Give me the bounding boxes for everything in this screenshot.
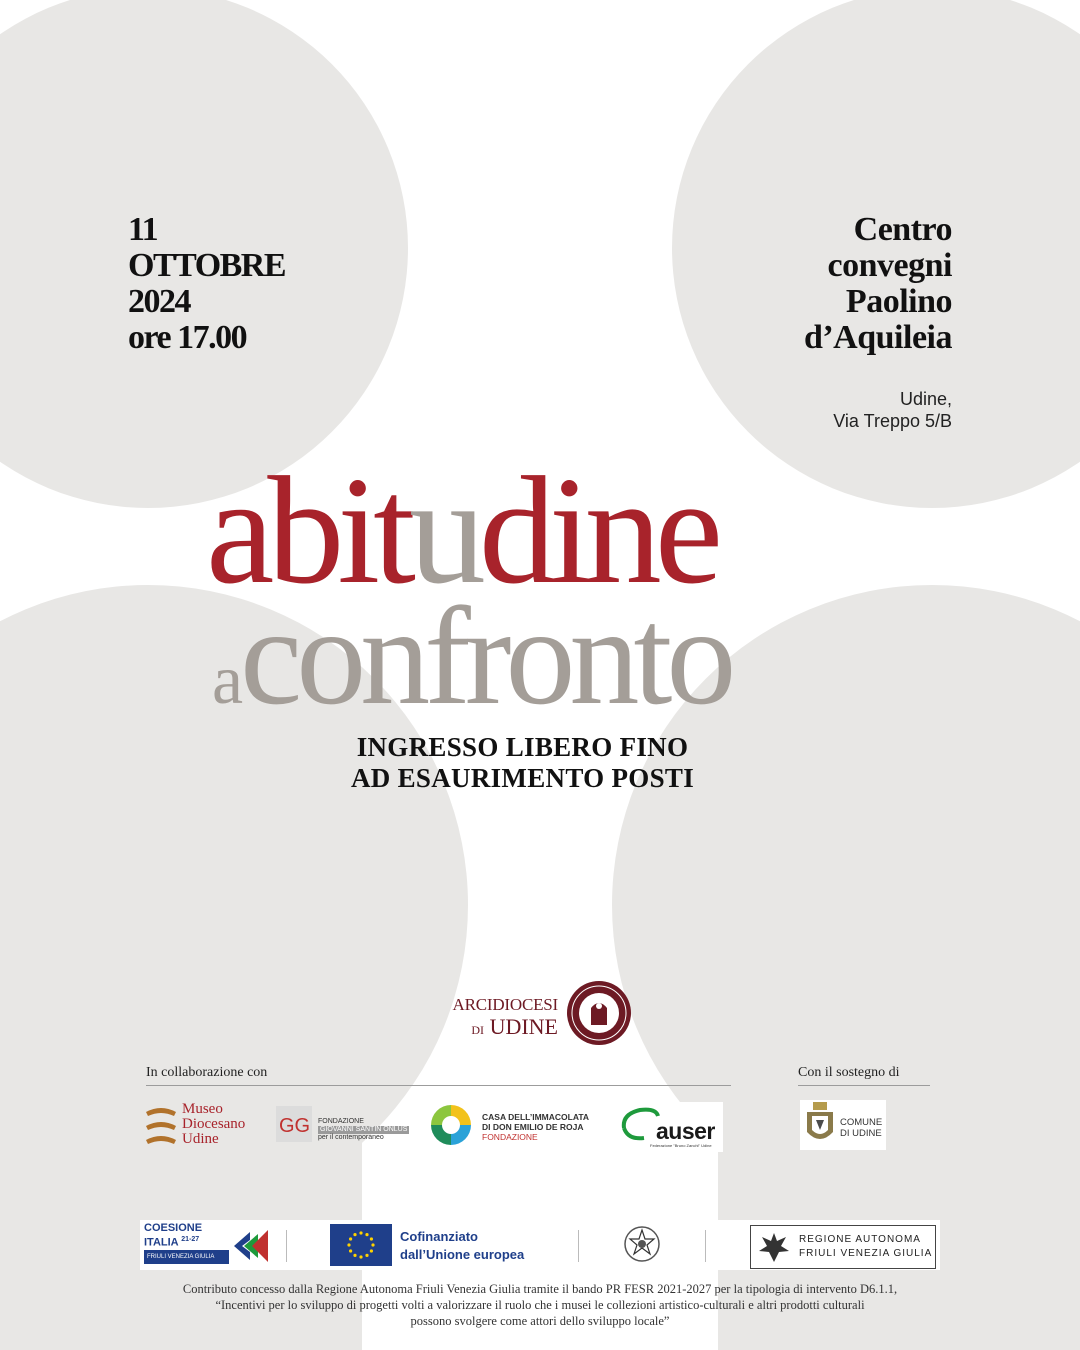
auser-logo: [616, 1102, 723, 1152]
coesione-arrows-icon: [228, 1224, 270, 1266]
fondazione-line: FONDAZIONE: [318, 1118, 364, 1125]
auser-sub: Federazione "Bruno Zanchi" Udine: [650, 1143, 712, 1148]
casa-sub: FONDAZIONE: [482, 1132, 538, 1142]
collaboration-divider: [146, 1085, 731, 1086]
date-day: 11: [128, 211, 158, 248]
notice-line: AD ESAURIMENTO POSTI: [350, 763, 695, 793]
museo-name: [182, 1102, 245, 1147]
fondazione-santin-logo: [276, 1104, 416, 1144]
casa-name: [482, 1112, 589, 1142]
regione-name: [799, 1233, 932, 1261]
regione-line: REGIONE AUTONOMA: [799, 1234, 921, 1245]
venue-address: [833, 388, 952, 432]
title-part: dine: [478, 446, 717, 616]
coesione-line: COESIONE: [144, 1222, 203, 1234]
title-part-highlight: u: [408, 446, 479, 616]
venue-line: convegni: [827, 247, 952, 284]
comune-line: COMUNE: [840, 1117, 883, 1128]
title-part-large: confronto: [240, 579, 731, 734]
fondazione-line: per il contemporaneo: [318, 1134, 384, 1141]
event-venue: [804, 212, 952, 356]
archdiocese-name-line1: ARCIDIOCESI: [452, 995, 558, 1014]
coesione-bar: FRIULI VENEZIA GIULIA: [144, 1250, 229, 1264]
archdiocese-udine: UDINE: [489, 1014, 558, 1039]
casa-line: DI DON EMILIO DE ROJA: [482, 1122, 584, 1132]
fondazione-santin-name: [318, 1118, 409, 1142]
fondazione-line: GIOVANNI SANTIN ONLUS: [320, 1126, 408, 1133]
funding-disclaimer: [130, 1281, 950, 1329]
date-month: OTTOBRE: [128, 247, 286, 284]
collaboration-label: In collaborazione con: [146, 1065, 268, 1080]
free-entry-notice: [0, 732, 1045, 794]
coesione-line: ITALIA: [144, 1236, 179, 1249]
archdiocese-name-line2: [446, 1016, 558, 1041]
funding-separator: [705, 1230, 706, 1262]
archdiocese-name: [446, 994, 558, 1041]
event-date: [128, 212, 285, 356]
date-year: 2024: [128, 283, 190, 320]
casa-circle-icon: [430, 1104, 472, 1146]
comune-crest-icon: [804, 1102, 836, 1148]
regione-line: FRIULI VENEZIA GIULIA: [799, 1248, 933, 1259]
regione-eagle-icon: [756, 1229, 792, 1265]
comune-line: DI UDINE: [840, 1128, 882, 1139]
archdiocese-seal-icon: [566, 980, 632, 1046]
comune-name: [840, 1117, 882, 1139]
museo-emblem-icon: [144, 1104, 178, 1148]
museo-line: Diocesano: [182, 1116, 246, 1132]
svg-text:GG: GG: [279, 1115, 311, 1137]
venue-line: d’Aquileia: [803, 319, 952, 356]
title-part: abit: [206, 446, 409, 616]
address-street: Via Treppo 5/B: [833, 411, 952, 431]
address-city: Udine,: [899, 389, 952, 409]
funding-separator: [578, 1230, 579, 1262]
museo-line: Udine: [182, 1131, 219, 1147]
disclaimer-line: Contributo concesso dalla Regione Autonoma Friuli Venezia Giulia tramite il bando PR FESR 2021-2027 per la tipologia di intervento D6.1.1,: [182, 1282, 898, 1296]
casa-line: CASA DELL’IMMACOLATA: [482, 1112, 590, 1122]
title-part-small: a: [212, 642, 241, 719]
comune-udine-logo: [800, 1100, 886, 1150]
funding-separator: [286, 1230, 287, 1262]
support-label: Con il sostegno di: [798, 1065, 900, 1080]
date-time: ore 17.00: [128, 319, 247, 356]
eu-line: dall’Unione europea: [400, 1247, 525, 1262]
coesione-title: [144, 1223, 202, 1249]
coesione-italia-logo: [144, 1222, 270, 1268]
venue-line: Centro: [853, 211, 952, 248]
italian-republic-emblem-icon: [622, 1224, 662, 1266]
auser-name: auser: [656, 1118, 715, 1144]
support-divider: [798, 1085, 930, 1086]
museo-line: Museo: [182, 1101, 223, 1117]
fondazione-gs-icon: [276, 1106, 312, 1142]
coesione-years: 21-27: [181, 1236, 200, 1243]
notice-line: INGRESSO LIBERO FINO: [356, 732, 689, 762]
disclaimer-line: possono svolgere come attori dello sviluppo locale”: [410, 1314, 670, 1328]
venue-line: Paolino: [845, 283, 952, 320]
eu-text: [400, 1228, 524, 1264]
regione-fvg-logo: [750, 1225, 936, 1269]
eu-flag-icon: [330, 1224, 392, 1266]
eu-line: Cofinanziato: [400, 1229, 478, 1244]
disclaimer-line: “Incentivi per lo sviluppo di progetti volti a valorizzare il ruolo che i musei le collezioni artistico-culturali e altri prodotti culturali: [215, 1298, 865, 1312]
archdiocese-di: DI: [471, 1023, 485, 1037]
